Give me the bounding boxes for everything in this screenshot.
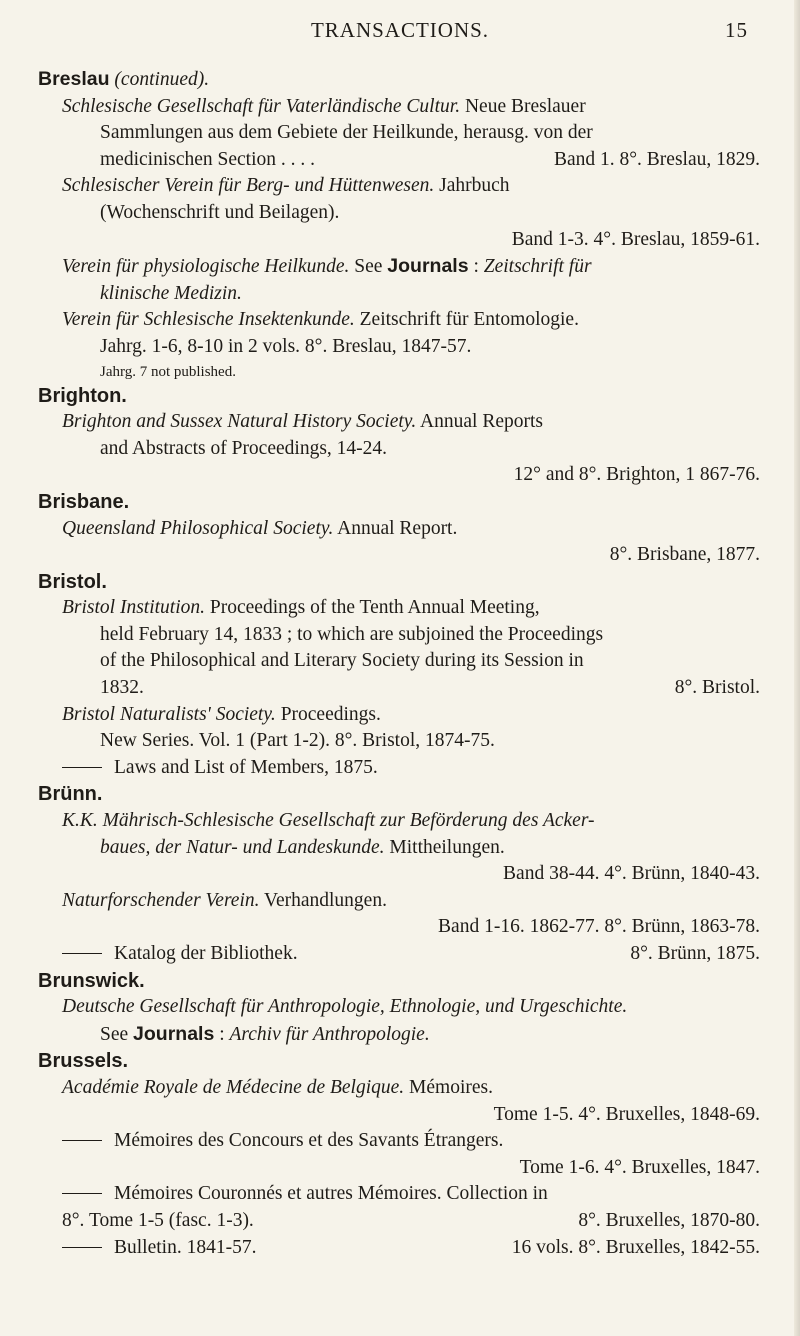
entry-line [38,66,768,94]
place-heading: Brisbane. [38,490,130,513]
entry-text: 8°. Tome 1-5 (fasc. 1-3). [62,1209,254,1231]
entry-text: 1832. [100,677,144,699]
entry-imprint: Band 1-16. 1862-77. 8°. Brünn, 1863-78. [438,916,760,938]
entry-line [38,835,768,862]
entry-text: Mémoires. [404,1076,493,1098]
running-title: TRANSACTIONS. [310,18,490,42]
society-name: Académie Royale de Médecine de Belgique. [62,1076,405,1098]
entry-line [38,173,768,200]
journals-ref: Journals [133,1022,215,1045]
place-heading: Breslau [38,68,110,90]
entry-text: Mémoires Couronnés et autres Mémoires. Collection in [114,1183,548,1205]
entry-text: Bulletin. 1841-57. [114,1236,257,1258]
entry-text: Annual Report. [333,517,458,539]
entry-line: (Wochenschrift und Beilagen). [100,201,340,223]
entry-line [38,675,768,702]
society-name: Naturforschender Verein. [62,889,260,911]
journals-ref: Journals [387,255,469,278]
entry-text: Annual Reports [416,411,543,433]
entry-line [38,755,768,782]
place-heading: Brünn. [38,783,103,806]
entry-text: Verhandlungen. [259,889,387,911]
society-name: Bristol Naturalists' Society. [62,703,276,725]
entry-text: : [468,256,484,278]
society-name: baues, der Natur- und Landeskunde. [100,836,385,858]
entry-text: Katalog der Bibliothek. [114,943,298,964]
journal-title: Zeitschrift für [483,256,592,278]
journal-title: Archiv für Anthropologie. [229,1023,430,1045]
entry-line [38,94,768,121]
entry-imprint: 8°. Bristol. [674,677,760,699]
entry-text: medicinischen Section . . . . [100,148,315,170]
page-number: 15 [725,18,748,42]
entry-imprint: Band 38-44. 4°. Brünn, 1840-43. [503,863,760,885]
entry-text: : [214,1023,230,1045]
entry-line: klinische Medizin. [100,282,242,304]
ditto-dash [62,953,102,954]
catalog-text [38,66,768,1261]
entry-line: Sammlungen aus dem Gebiete der Heilkunde, herausg. von der [100,122,593,144]
entry-text: Mittheilungen. [384,836,505,858]
society-name: Bristol Institution. [62,597,206,619]
entry-line [38,307,768,334]
entry-imprint: 16 vols. 8°. Bruxelles, 1842-55. [511,1236,760,1258]
entry-line [38,1235,768,1262]
entry-text: Proceedings. [275,703,381,725]
entry-text: Mémoires des Concours et des Savants Étrangers. [114,1130,504,1152]
entry-line: Deutsche Gesellschaft für Anthropologie, Ethnologie, und Urgeschichte. [62,996,628,1018]
entry-imprint: 8°. Brünn, 1875. [630,943,760,964]
entry-imprint: Tome 1-6. 4°. Bruxelles, 1847. [519,1156,760,1178]
entry-line [38,1208,768,1235]
ditto-dash [62,1193,102,1194]
entry-line [38,147,768,174]
entry-line: New Series. Vol. 1 (Part 1-2). 8°. Bristol, 1874-75. [100,730,495,752]
entry-text: Neue Breslauer [460,95,586,117]
society-name: Verein für physiologische Heilkunde. [62,256,350,278]
ditto-dash [62,1140,102,1141]
entry-imprint: Tome 1-5. 4°. Bruxelles, 1848-69. [493,1103,760,1125]
entry-line: Jahrg. 1-6, 8-10 in 2 vols. 8°. Breslau, 1847-57. [100,335,472,357]
place-heading: Brussels. [38,1050,129,1073]
ditto-dash [62,1247,102,1248]
entry-line: held February 14, 1833 ; to which are subjoined the Proceedings [100,623,604,645]
society-name: Schlesischer Verein für Berg- und Hüttenwesen. [62,175,435,197]
entry-line [38,409,768,436]
entry-text: Proceedings of the Tenth Annual Meeting, [205,597,540,619]
entry-text: Zeitschrift für Entomologie. [354,309,579,331]
entry-imprint: 12° and 8°. Brighton, 1 867-76. [513,464,760,486]
entry-line [38,1181,768,1208]
entry-line [38,595,768,622]
entry-line: K.K. Mährisch-Schlesische Gesellschaft zur Beförderung des Acker- [62,810,595,832]
entry-text: Jahrbuch [434,175,510,197]
entry-line: and Abstracts of Proceedings, 14-24. [100,437,388,459]
society-name: Schlesische Gesellschaft für Vaterländische Cultur. [62,95,461,117]
place-heading: Bristol. [38,570,107,593]
entry-line [38,941,768,968]
entry-line [38,702,768,729]
entry-line [38,1128,768,1155]
entry-line [38,516,768,543]
page-edge-shadow [794,0,800,1336]
entry-imprint: Band 1-3. 4°. Breslau, 1859-61. [511,228,760,250]
page-header [0,18,800,48]
entry-text: Laws and List of Members, 1875. [114,756,378,778]
entry-line [38,1021,768,1049]
entry-imprint: 8°. Bruxelles, 1870-80. [578,1209,760,1231]
entry-imprint: 8°. Brisbane, 1877. [609,544,760,566]
entry-text: See [100,1023,134,1045]
entry-text: See [349,256,388,278]
society-name: Brighton and Sussex Natural History Society. [62,411,417,433]
entry-imprint: Band 1. 8°. Breslau, 1829. [553,148,760,170]
entry-note: Jahrg. 7 not published. [100,363,236,380]
continued-note: (continued). [114,69,210,90]
entry-line [38,888,768,915]
entry-line [38,1075,768,1102]
society-name: Verein für Schlesische Insektenkunde. [62,309,355,331]
entry-line [38,253,768,281]
ditto-dash [62,767,102,768]
place-heading: Brighton. [38,384,127,407]
place-heading: Brunswick. [38,969,145,992]
entry-line: of the Philosophical and Literary Society during its Session in [100,650,584,672]
society-name: Queensland Philosophical Society. [62,517,334,539]
